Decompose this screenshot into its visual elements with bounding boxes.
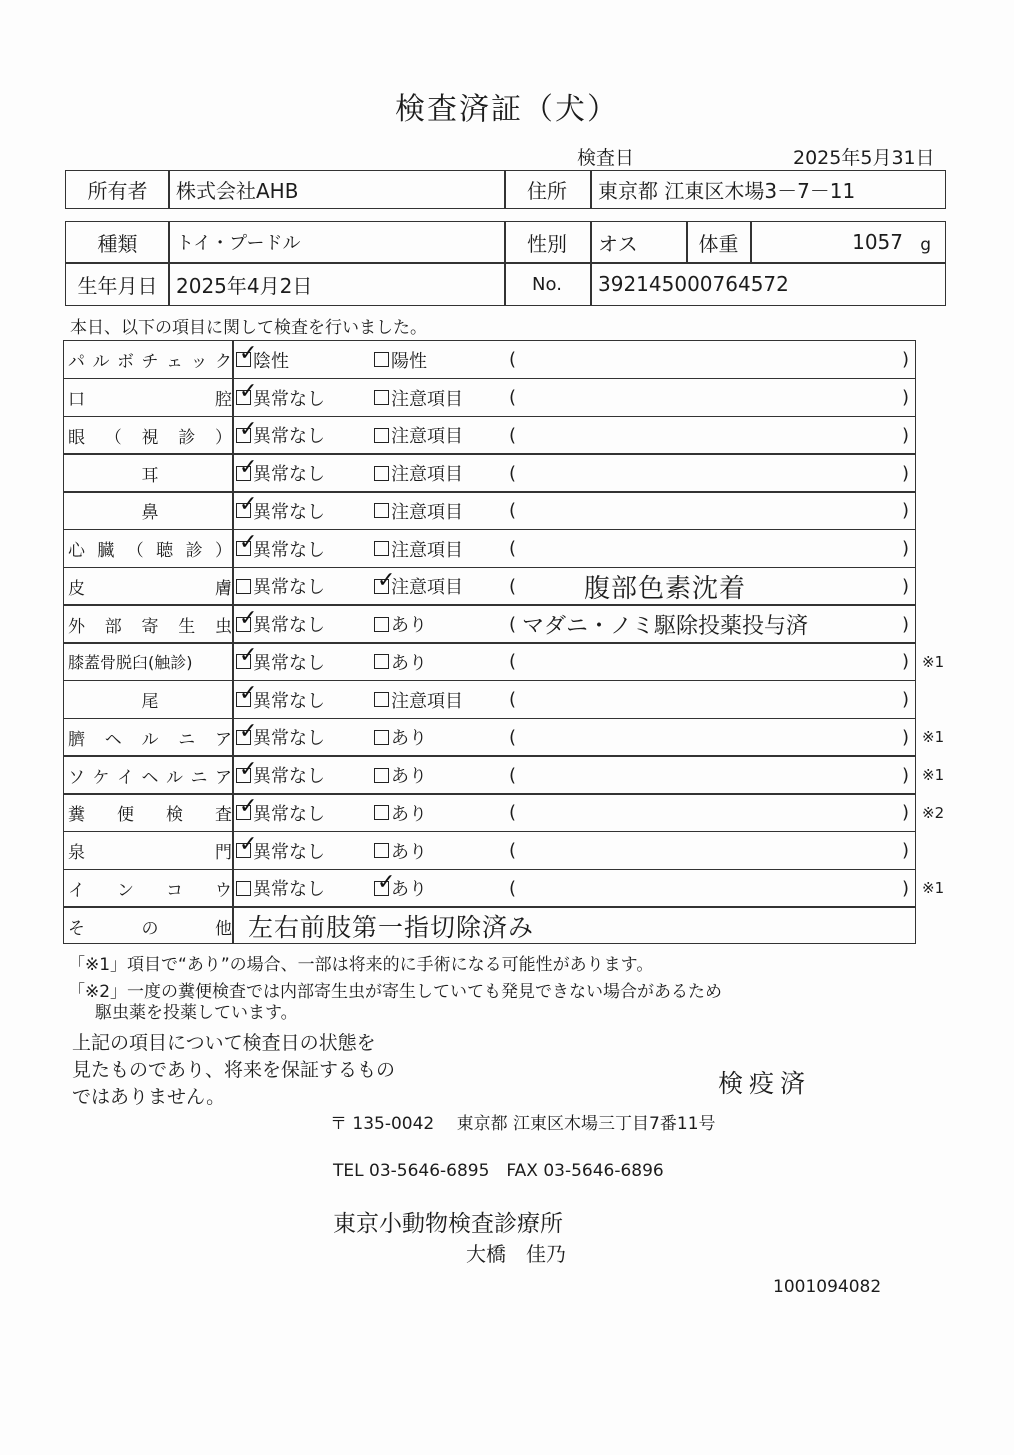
address-value: 東京都 江東区木場3－7－11 — [598, 179, 856, 203]
clinic-name: 東京小動物検査診療所 — [333, 1211, 563, 1237]
option-opt2[interactable] — [374, 536, 463, 562]
option-label: あり — [391, 841, 427, 863]
option-opt1[interactable] — [236, 643, 325, 675]
option-label: 陽性 — [391, 350, 427, 372]
breed-value: トイ・プードル — [176, 233, 301, 254]
option-label: 異常なし — [253, 426, 325, 448]
checkbox[interactable] — [374, 843, 389, 858]
option-opt1[interactable] — [236, 794, 325, 826]
check-mark-icon: ✓ — [239, 341, 258, 367]
option-label: 異常なし — [253, 841, 325, 863]
option-opt1[interactable] — [236, 832, 325, 864]
footnote-mark: ※1 — [922, 728, 945, 747]
checkbox[interactable] — [236, 718, 258, 745]
checkbox[interactable] — [374, 352, 389, 367]
paren-open: ( — [509, 575, 517, 597]
quarantine-stamp: 検疫済 — [718, 1069, 812, 1098]
paren-close: ) — [901, 689, 909, 711]
other-value: 左右前肢第一指切除済み — [248, 913, 535, 943]
paren-open: ( — [509, 424, 517, 446]
checkbox[interactable] — [374, 503, 389, 518]
paren-open: ( — [509, 877, 517, 899]
paren-close: ) — [901, 462, 909, 484]
sex-label: 性別 — [527, 231, 567, 256]
paren-open: ( — [509, 349, 517, 371]
paren-open: ( — [509, 764, 517, 786]
footnote-mark: ※1 — [922, 879, 945, 898]
option-label: 異常なし — [253, 652, 325, 674]
owner-box — [65, 170, 946, 209]
checkbox[interactable] — [236, 643, 258, 669]
paren-open: ( — [509, 613, 517, 635]
checkbox[interactable] — [374, 541, 389, 556]
checklist-row — [64, 492, 915, 530]
footnote-mark: ※2 — [922, 803, 945, 822]
option-label: 異常なし — [253, 690, 325, 712]
item-label: イ ン コ ウ — [68, 880, 232, 901]
item-label: 鼻 — [141, 503, 159, 524]
paren-close: ) — [901, 651, 909, 673]
option-opt2[interactable] — [374, 498, 463, 524]
footnote-3: 駆虫薬を投薬しています。 — [95, 1003, 298, 1023]
footnote-2: 「※2」一度の糞便検査では内部寄生虫が寄生していても発見できない場合があるため — [68, 982, 723, 1002]
document-title: 検査済証（犬） — [395, 92, 619, 127]
paren-open: ( — [509, 500, 517, 522]
checkbox[interactable] — [236, 794, 258, 820]
check-mark-icon: ✓ — [377, 567, 396, 593]
weight-value: 1057 — [852, 230, 903, 254]
paren-open: ( — [509, 538, 517, 560]
serial-number: 1001094082 — [773, 1277, 882, 1297]
checkbox[interactable] — [236, 379, 258, 405]
check-mark-icon: ✓ — [239, 379, 258, 405]
option-label: 異常なし — [253, 879, 325, 901]
checkbox[interactable] — [236, 492, 258, 518]
checklist-row — [64, 832, 915, 870]
option-opt2[interactable] — [374, 422, 463, 448]
weight-label: 体重 — [698, 231, 739, 256]
option-opt1[interactable] — [236, 530, 325, 562]
checkbox[interactable] — [374, 869, 396, 896]
item-label: ソ ケ イ ヘ ル ニ ア — [68, 767, 232, 788]
checkbox[interactable] — [374, 466, 389, 481]
option-opt1[interactable] — [236, 492, 325, 524]
checklist-row — [64, 530, 915, 568]
dob-value: 2025年4月2日 — [176, 273, 313, 298]
check-mark-icon: ✓ — [239, 605, 258, 631]
option-opt1[interactable] — [236, 454, 325, 486]
checkbox[interactable] — [374, 428, 389, 443]
item-label: 外 部 寄 生 虫 — [68, 616, 232, 637]
checklist-row — [64, 794, 945, 832]
checkbox[interactable] — [236, 832, 258, 858]
checkbox[interactable] — [236, 756, 258, 783]
checkbox[interactable] — [236, 530, 258, 556]
paren-open: ( — [509, 840, 517, 862]
item-label: 泉 門 — [68, 843, 232, 864]
option-label: 異常なし — [253, 464, 325, 486]
option-opt2[interactable] — [374, 460, 463, 486]
checklist-row — [64, 869, 945, 908]
clinic-phone: TEL 03-5646-6895 FAX 03-5646-6896 — [333, 1161, 664, 1181]
paren-close: ) — [901, 764, 909, 786]
checkbox[interactable] — [374, 805, 389, 820]
option-opt2[interactable] — [374, 347, 427, 373]
pet-box — [65, 221, 946, 306]
no-value: 392145000764572 — [598, 272, 789, 296]
check-mark-icon: ✓ — [239, 718, 258, 744]
paren-close: ) — [901, 538, 909, 560]
check-mark-icon: ✓ — [239, 832, 258, 858]
option-label: 異常なし — [253, 577, 325, 599]
check-mark-icon: ✓ — [377, 869, 396, 895]
option-label: 注意項目 — [391, 539, 463, 561]
paren-open: ( — [509, 726, 517, 748]
check-mark-icon: ✓ — [239, 416, 258, 442]
check-mark-icon: ✓ — [239, 492, 258, 518]
option-opt1[interactable] — [236, 416, 325, 448]
option-opt2[interactable] — [374, 687, 463, 713]
option-label: 異常なし — [253, 388, 325, 410]
paren-close: ) — [901, 575, 909, 597]
paren-close: ) — [901, 424, 909, 446]
paren-close: ) — [901, 613, 909, 635]
paren-close: ) — [901, 726, 909, 748]
checklist-row — [64, 341, 915, 379]
footnote-mark: ※1 — [922, 652, 945, 671]
check-mark-icon: ✓ — [239, 454, 258, 480]
option-label: あり — [391, 879, 427, 901]
option-opt2[interactable] — [374, 838, 427, 864]
option-opt1[interactable] — [236, 573, 325, 599]
weight-unit: g — [920, 235, 931, 255]
inspection-date: 2025年5月31日 — [793, 147, 935, 169]
option-label: あり — [391, 803, 427, 825]
checklist-row — [64, 605, 915, 643]
footnote-1: 「※1」項目で“あり”の場合、一部は将来的に手術になる可能性があります。 — [68, 955, 654, 975]
checkbox[interactable] — [236, 605, 258, 632]
checkbox[interactable] — [374, 567, 396, 594]
item-label: 心 臓 （ 聴 診 ） — [68, 541, 232, 562]
paren-open: ( — [509, 802, 517, 824]
option-opt2[interactable] — [374, 649, 427, 675]
owner-value: 株式会社AHB — [176, 179, 299, 203]
checkbox[interactable] — [374, 768, 389, 783]
option-opt2[interactable] — [374, 800, 427, 826]
check-mark-icon: ✓ — [239, 756, 258, 782]
check-mark-icon: ✓ — [239, 681, 258, 707]
option-opt1[interactable] — [236, 605, 325, 637]
option-label: 注意項目 — [391, 501, 463, 523]
option-opt1[interactable] — [236, 379, 325, 411]
checkbox[interactable] — [236, 681, 258, 707]
option-opt2[interactable] — [374, 762, 427, 788]
checkbox[interactable] — [236, 416, 258, 443]
other-label: そ の 他 — [68, 918, 232, 939]
other-row — [64, 907, 915, 945]
sex-value: オス — [598, 231, 638, 256]
intro-text: 本日、以下の項目に関して検査を行いました。 — [70, 318, 427, 338]
item-label: 皮 膚 — [68, 578, 232, 599]
paren-close: ) — [901, 349, 909, 371]
option-label: あり — [391, 766, 427, 788]
option-label: 異常なし — [253, 803, 325, 825]
item-label: 臍 ヘ ル ニ ア — [68, 729, 232, 750]
item-label: パ ル ボ チ ェ ッ ク — [68, 352, 232, 373]
option-label: 注意項目 — [391, 426, 463, 448]
option-label: あり — [391, 728, 427, 750]
paren-open: ( — [509, 387, 517, 409]
option-label: 異常なし — [253, 766, 325, 788]
paren-close: ) — [901, 802, 909, 824]
option-label: 異常なし — [253, 539, 325, 561]
option-opt2[interactable] — [374, 611, 427, 637]
option-opt1[interactable] — [236, 681, 325, 713]
option-label: 陰性 — [253, 350, 289, 372]
remark-text: マダニ・ノミ駆除投薬投与済 — [522, 613, 809, 639]
inspection-date-label: 検査日 — [577, 147, 635, 169]
item-label: 糞 便 検 査 — [68, 805, 232, 826]
disclaimer — [72, 1030, 395, 1111]
checklist-row — [64, 643, 945, 681]
dob-label: 生年月日 — [77, 273, 158, 298]
disclaimer-line: ではありません。 — [72, 1086, 226, 1108]
checklist-row — [64, 417, 915, 455]
checklist-row — [64, 379, 915, 417]
address-label: 住所 — [527, 179, 567, 203]
checkbox[interactable] — [374, 390, 389, 405]
checkbox[interactable] — [374, 730, 389, 745]
option-opt1[interactable] — [236, 756, 325, 788]
item-label: 尾 — [141, 692, 159, 713]
check-mark-icon: ✓ — [239, 794, 258, 820]
paren-open: ( — [509, 689, 517, 711]
item-label: 眼 （ 視 診 ） — [68, 427, 232, 448]
disclaimer-line: 上記の項目について検査日の状態を — [72, 1032, 376, 1054]
paren-close: ) — [901, 387, 909, 409]
checkbox[interactable] — [236, 341, 258, 367]
no-label: No. — [532, 273, 562, 295]
option-opt1[interactable] — [236, 718, 325, 750]
item-label: 耳 — [141, 465, 159, 486]
owner-label: 所有者 — [87, 179, 148, 203]
checkbox[interactable] — [374, 617, 389, 632]
check-mark-icon: ✓ — [239, 530, 258, 556]
option-label: 異常なし — [253, 728, 325, 750]
option-opt2[interactable] — [374, 385, 463, 411]
vet-name: 大橋 佳乃 — [466, 1242, 566, 1266]
option-opt2[interactable] — [374, 567, 463, 599]
checkbox[interactable] — [236, 454, 258, 481]
checklist-row — [64, 568, 915, 606]
option-label: あり — [391, 652, 427, 674]
paren-open: ( — [509, 651, 517, 673]
checklist-row — [64, 454, 915, 492]
check-mark-icon: ✓ — [239, 643, 258, 669]
paren-open: ( — [509, 462, 517, 484]
checkbox[interactable] — [374, 692, 389, 707]
paren-close: ) — [901, 877, 909, 899]
paren-close: ) — [901, 840, 909, 862]
paren-close: ) — [901, 500, 909, 522]
option-label: 注意項目 — [391, 464, 463, 486]
items-table — [63, 340, 945, 944]
option-opt2[interactable] — [374, 724, 427, 750]
checklist-row — [64, 718, 945, 757]
item-label: 口 腔 — [68, 390, 232, 411]
option-opt1[interactable] — [236, 875, 325, 901]
checklist-row — [64, 681, 915, 719]
footnote-mark: ※1 — [922, 766, 945, 785]
option-label: あり — [391, 615, 427, 637]
clinic-address: 〒 135-0042 東京都 江東区木場三丁目7番11号 — [330, 1114, 716, 1134]
remark-text: 腹部色素沈着 — [584, 573, 747, 604]
checklist-row — [64, 756, 945, 794]
option-label: 注意項目 — [391, 388, 463, 410]
option-label: 注意項目 — [391, 577, 463, 599]
item-label: 膝蓋骨脱臼(触診) — [68, 653, 193, 673]
breed-label: 種類 — [97, 231, 138, 256]
checkbox[interactable] — [236, 881, 251, 896]
option-opt2[interactable] — [374, 869, 427, 901]
checkbox[interactable] — [236, 579, 251, 594]
option-label: 異常なし — [253, 501, 325, 523]
option-label: 異常なし — [253, 615, 325, 637]
disclaimer-line: 見たものであり、将来を保証するもの — [72, 1059, 396, 1081]
checkbox[interactable] — [374, 654, 389, 669]
option-opt1[interactable] — [236, 341, 289, 373]
option-label: 注意項目 — [391, 690, 463, 712]
